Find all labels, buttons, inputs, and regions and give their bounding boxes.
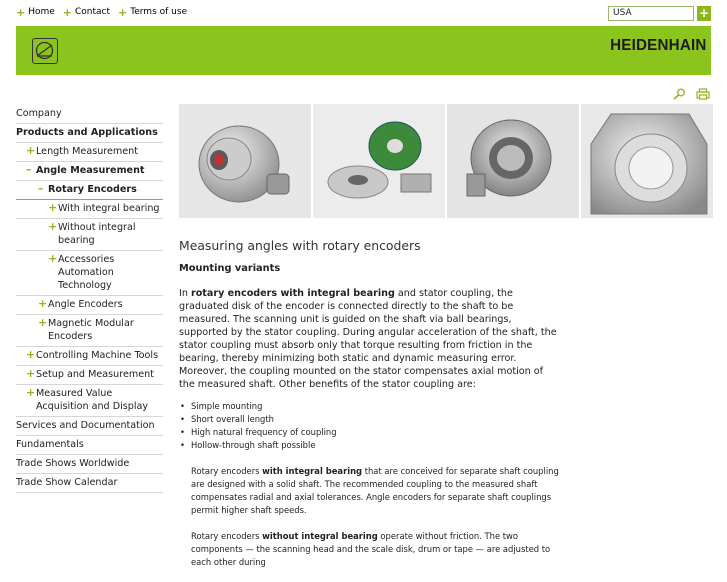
sidebar-item-label: Setup and Measurement bbox=[36, 369, 154, 380]
paragraph-text: and stator coupling, the graduated disk of the encoder is connected directly to the shaft to be measured. The scanning unit is guided on the shaft via ball bearings, supported by the stator coupling. During angular acceleration of the shaft, the stator coupling must absorb only that torque resulting from friction in the bearing, thereby minimizing both static and dynamic measuring error. Moreover, the coupling mounted on the stator compensates axial motion of the measured shaft. Other benefits of the stator coupling are: bbox=[179, 288, 557, 390]
sidebar-item-angle-measurement[interactable] bbox=[16, 162, 163, 181]
sidebar-item-controlling-machine-tools[interactable] bbox=[16, 347, 163, 366]
paragraph-2 bbox=[179, 465, 559, 517]
paragraph-text: operate without friction. The two components — the scanning head and the scale disk, drum or tape — are adjusted to each other during bbox=[191, 531, 551, 567]
brand-logo-text[interactable]: HEIDENHAIN bbox=[610, 37, 707, 54]
plus-icon: + bbox=[38, 297, 48, 310]
sidebar-item-label: Products and Applications bbox=[16, 127, 158, 138]
top-nav bbox=[16, 7, 187, 17]
minus-icon: – bbox=[26, 163, 32, 176]
paragraph-text: Rotary encoders bbox=[191, 531, 263, 541]
terms-link[interactable] bbox=[118, 7, 187, 17]
sidebar-item-setup-and-measurement[interactable] bbox=[16, 366, 163, 385]
sidebar-item-angle-encoders[interactable] bbox=[16, 296, 163, 315]
sidebar-item-label: Services and Documentation bbox=[16, 420, 155, 431]
sidebar-item-measured-value-acquisition[interactable] bbox=[16, 385, 163, 417]
sidebar-item-label: Angle Measurement bbox=[36, 165, 145, 176]
terms-link-label: Terms of use bbox=[130, 7, 188, 17]
paragraph-bold: rotary encoders with integral bearing bbox=[190, 288, 395, 299]
country-go-button[interactable]: + bbox=[698, 6, 710, 20]
minus-icon: – bbox=[38, 182, 44, 195]
list-item: • High natural frequency of coupling bbox=[179, 426, 559, 439]
logo-icon[interactable] bbox=[32, 38, 58, 64]
sidebar-item-fundamentals[interactable] bbox=[16, 436, 163, 455]
sidebar-item-magnetic-modular-encoders[interactable] bbox=[16, 315, 163, 347]
sidebar-item-label: Fundamentals bbox=[16, 439, 84, 450]
paragraph-text: In bbox=[179, 288, 191, 299]
paragraph-bold: with integral bearing bbox=[262, 466, 363, 476]
plus-icon: + bbox=[26, 367, 36, 380]
list-item: • Hollow-through shaft possible bbox=[179, 439, 559, 452]
encoder-photo-2 bbox=[313, 104, 445, 218]
home-link[interactable] bbox=[16, 7, 55, 17]
sidebar-item-company[interactable] bbox=[16, 105, 163, 124]
plus-icon: + bbox=[38, 316, 48, 329]
list-item: • Simple mounting bbox=[179, 400, 559, 413]
sidebar-item-accessories-automation-technology[interactable] bbox=[16, 251, 163, 296]
sidebar-item-label: Rotary Encoders bbox=[48, 184, 137, 195]
plus-icon: + bbox=[26, 348, 36, 361]
sidebar-item-rotary-encoders[interactable] bbox=[16, 181, 163, 200]
plus-icon: + bbox=[26, 144, 36, 157]
encoder-photo-1 bbox=[179, 104, 311, 218]
print-icon[interactable] bbox=[696, 85, 710, 97]
sidebar-item-length-measurement[interactable] bbox=[16, 143, 163, 162]
sidebar-item-label: Trade Shows Worldwide bbox=[16, 458, 130, 469]
plus-icon: + bbox=[62, 5, 73, 19]
sidebar-item-label: Controlling Machine Tools bbox=[36, 350, 159, 361]
paragraph-3 bbox=[179, 530, 559, 569]
encoder-photo-3 bbox=[447, 104, 579, 218]
sidebar-item-label: Without integral bearing bbox=[58, 222, 136, 246]
country-select-value: USA bbox=[613, 8, 632, 18]
sidebar-item-label: Magnetic Modular Encoders bbox=[48, 318, 134, 342]
plus-icon: + bbox=[48, 201, 58, 214]
sidebar-item-trade-show-calendar[interactable] bbox=[16, 474, 163, 493]
paragraph-bold: without integral bearing bbox=[262, 531, 378, 541]
sidebar-item-products-and-applications[interactable] bbox=[16, 124, 163, 143]
plus-icon: + bbox=[48, 252, 58, 265]
paragraph-1 bbox=[179, 287, 559, 391]
sidebar-item-label: Accessories Automation Technology bbox=[58, 254, 115, 291]
benefits-list bbox=[179, 400, 559, 452]
sidebar-item-services-and-documentation[interactable] bbox=[16, 417, 163, 436]
paragraph-text: that are conceived for separate shaft coupling are designed with a solid shaft. The recommended coupling to the measured shaft compensates radial and axial tolerances. Angle encoders for separate shaft couplings permit higher shaft speeds. bbox=[191, 466, 559, 515]
sidebar-item-without-integral-bearing[interactable] bbox=[16, 219, 163, 251]
encoder-photo-4 bbox=[581, 104, 713, 218]
main-content bbox=[179, 238, 559, 582]
plus-icon: + bbox=[16, 5, 26, 19]
section-heading: Mounting variants bbox=[179, 263, 281, 274]
search-icon[interactable] bbox=[672, 85, 686, 97]
sidebar-item-trade-shows-worldwide[interactable] bbox=[16, 455, 163, 474]
paragraph-text: Rotary encoders bbox=[191, 466, 263, 476]
plus-icon: + bbox=[26, 386, 36, 399]
sidebar-item-label: Company bbox=[16, 108, 62, 119]
country-select[interactable] bbox=[608, 6, 694, 21]
sidebar-item-with-integral-bearing[interactable] bbox=[16, 200, 163, 219]
sidebar-item-label: Length Measurement bbox=[36, 146, 139, 157]
sidebar-item-label: Angle Encoders bbox=[48, 299, 123, 310]
sidebar-nav bbox=[16, 105, 163, 493]
plus-icon: + bbox=[118, 5, 128, 19]
page-title: Measuring angles with rotary encoders bbox=[179, 238, 421, 253]
sidebar-item-label: With integral bearing bbox=[58, 203, 160, 214]
list-item: • Short overall length bbox=[179, 413, 559, 426]
contact-link-label: Contact bbox=[75, 7, 111, 17]
contact-link[interactable] bbox=[63, 7, 110, 17]
sidebar-item-label: Trade Show Calendar bbox=[16, 477, 118, 488]
header-band bbox=[16, 26, 711, 75]
home-link-label: Home bbox=[28, 7, 55, 17]
product-photo-strip bbox=[179, 104, 711, 218]
plus-icon: + bbox=[48, 220, 58, 233]
sidebar-item-label: Measured Value Acquisition and Display bbox=[36, 388, 149, 412]
